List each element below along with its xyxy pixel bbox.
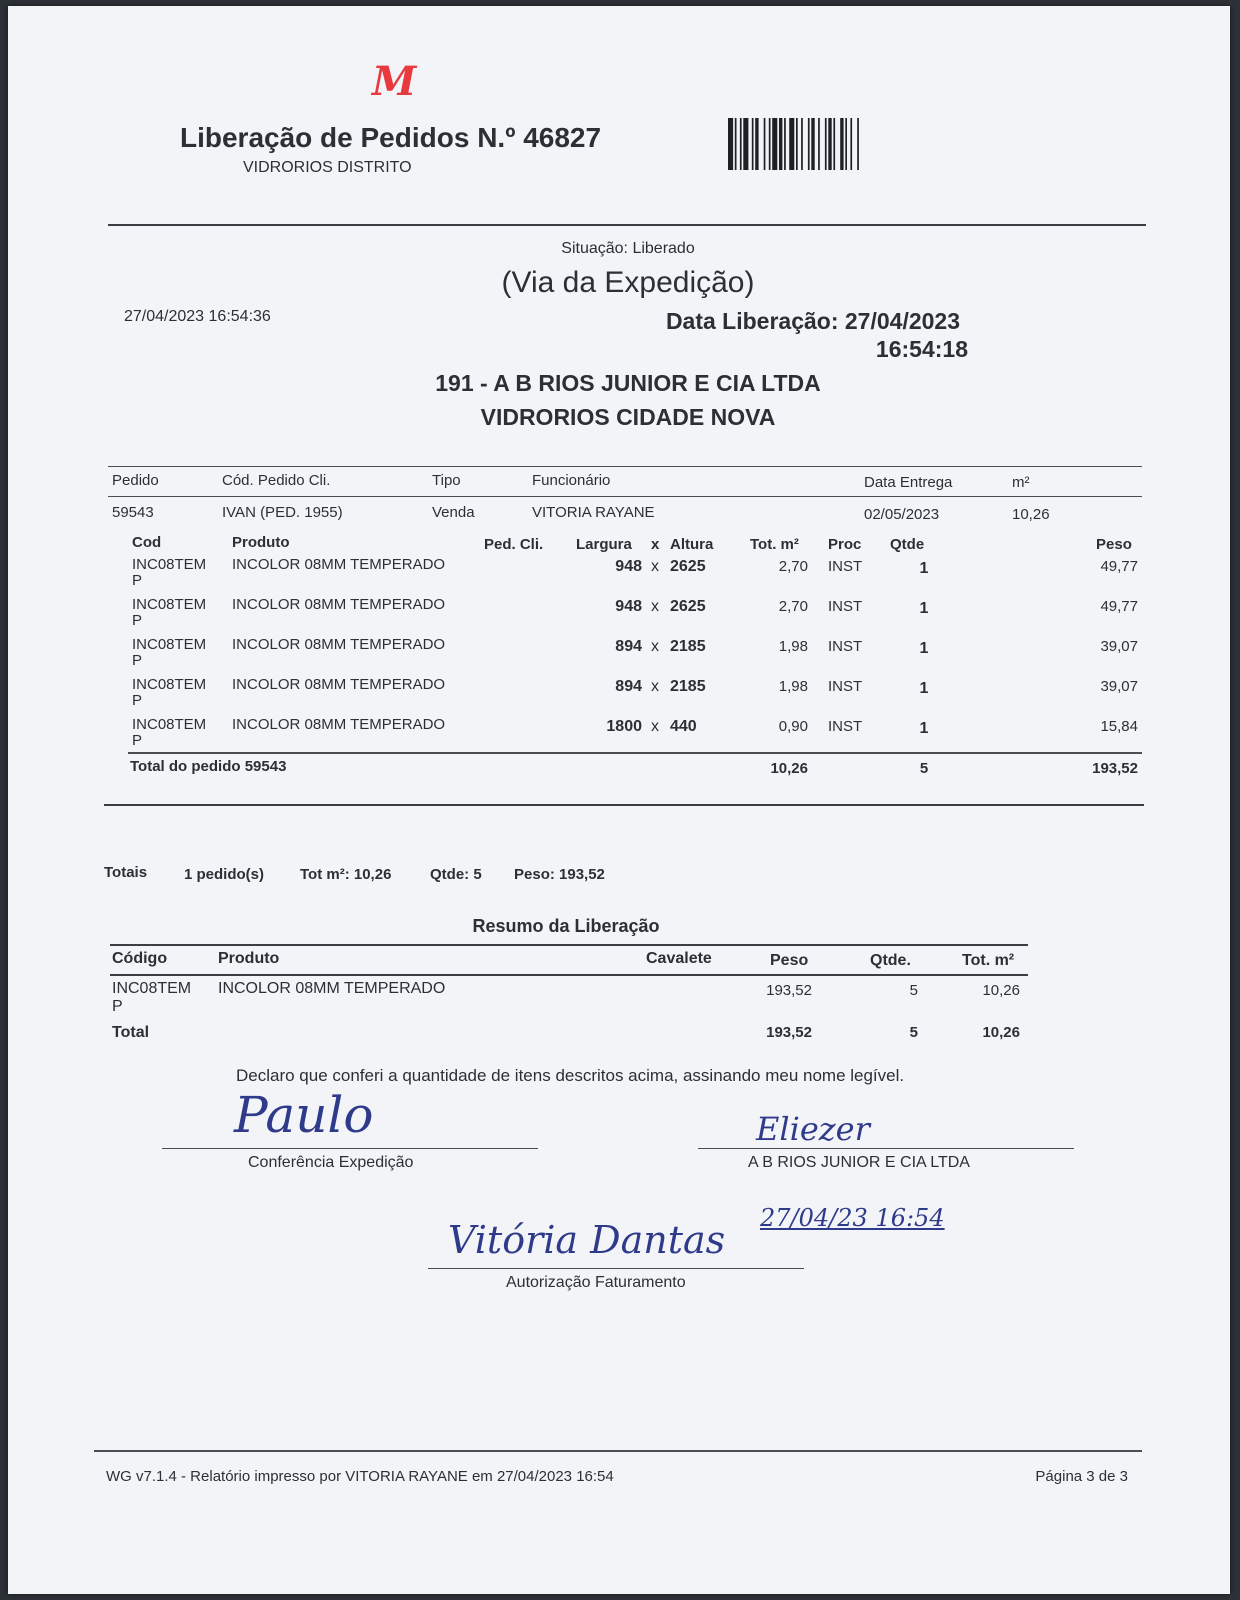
- company-subtitle: VIDRORIOS DISTRITO: [243, 159, 412, 176]
- items-col-qtde: Qtde: [890, 536, 925, 553]
- item-produto: INCOLOR 08MM TEMPERADO: [232, 556, 446, 573]
- client-signature-label: A B RIOS JUNIOR E CIA LTDA: [748, 1154, 970, 1171]
- summary-col-qtde: Qtde.: [870, 952, 911, 969]
- summary-tot-m2: 10,26: [982, 982, 1020, 999]
- items-col-x: x: [651, 536, 660, 553]
- item-x: x: [651, 558, 659, 575]
- release-time: 16:54:18: [875, 336, 968, 362]
- item-x: x: [651, 678, 659, 695]
- item-altura: 440: [670, 718, 697, 735]
- barcode-bar: [801, 118, 803, 170]
- signature-client: Eliezer: [756, 1110, 870, 1148]
- item-peso: 39,07: [1100, 678, 1138, 695]
- signature-line-autorizacao: [428, 1268, 804, 1269]
- order-pedido: 59543: [112, 504, 154, 521]
- item-qtde: 1: [919, 640, 929, 657]
- order-cod-pedido-cli: IVAN (PED. 1955): [222, 504, 343, 521]
- item-largura: 948: [615, 558, 642, 575]
- items-col-proc: Proc: [828, 536, 862, 553]
- items-col-produto: Produto: [232, 534, 290, 551]
- order-total-label: Total do pedido 59543: [130, 758, 287, 775]
- order-total-m2: 10,26: [770, 760, 808, 777]
- conferencia-label: Conferência Expedição: [248, 1154, 414, 1171]
- item-cod-cont: P: [132, 612, 143, 629]
- barcode-bar: [743, 118, 748, 170]
- barcode-bar: [850, 118, 852, 170]
- summary-total-m2: 10,26: [982, 1024, 1020, 1041]
- barcode-bar: [808, 118, 810, 170]
- order-tipo: Venda: [432, 504, 475, 521]
- barcode-bar: [728, 118, 733, 170]
- item-cod: INC08TEM: [132, 596, 207, 613]
- barcode-bar: [772, 118, 777, 170]
- summary-title: Resumo da Liberação: [472, 916, 660, 936]
- item-altura: 2185: [670, 678, 706, 695]
- barcode-bar: [845, 118, 847, 170]
- summary-total-label: Total: [112, 1024, 150, 1041]
- order-header-rule: [108, 496, 1142, 497]
- summary-col-tot-m2: Tot. m²: [962, 952, 1015, 969]
- item-x: x: [651, 598, 659, 615]
- order-top-rule: [108, 466, 1142, 467]
- item-cod-cont: P: [132, 732, 143, 749]
- barcode-bar: [752, 118, 754, 170]
- col-m2: m²: [1012, 474, 1030, 491]
- items-col-altura: Altura: [670, 536, 714, 553]
- item-qtde: 1: [919, 720, 929, 737]
- barcode-bar: [833, 118, 835, 170]
- item-produto: INCOLOR 08MM TEMPERADO: [232, 676, 446, 693]
- item-altura: 2185: [670, 638, 706, 655]
- totals-m2: Tot m²: 10,26: [300, 866, 392, 883]
- item-proc: INST: [828, 678, 863, 695]
- items-col-tot-m2: Tot. m²: [750, 536, 799, 553]
- item-altura: 2625: [670, 598, 706, 615]
- summary-header-rule: [110, 974, 1028, 976]
- order-section-rule: [104, 804, 1144, 806]
- summary-qtde: 5: [909, 982, 918, 999]
- item-tot-m2: 2,70: [778, 598, 808, 615]
- barcode-bar: [796, 118, 798, 170]
- summary-produto: INCOLOR 08MM TEMPERADO: [218, 980, 446, 997]
- copy-label: (Via da Expedição): [501, 266, 755, 299]
- summary-total-peso: 193,52: [766, 1024, 812, 1041]
- order-funcionario: VITORIA RAYANE: [532, 504, 655, 521]
- barcode-bar: [825, 118, 827, 170]
- signature-line-conferencia: [162, 1148, 538, 1149]
- item-cod: INC08TEM: [132, 636, 207, 653]
- item-largura: 1800: [606, 718, 642, 735]
- item-largura: 894: [615, 638, 642, 655]
- client-name: 191 - A B RIOS JUNIOR E CIA LTDA: [435, 370, 821, 396]
- store-name: VIDRORIOS CIDADE NOVA: [480, 404, 776, 430]
- status-text: Situação: Liberado: [561, 240, 695, 257]
- item-cod: INC08TEM: [132, 556, 207, 573]
- item-altura: 2625: [670, 558, 706, 575]
- order-total-peso: 193,52: [1092, 760, 1138, 777]
- summary-col-peso: Peso: [770, 952, 809, 969]
- summary-col-produto: Produto: [218, 950, 280, 967]
- item-largura: 948: [615, 598, 642, 615]
- barcode-bar: [789, 118, 794, 170]
- item-cod: INC08TEM: [132, 676, 207, 693]
- col-funcionario: Funcionário: [532, 472, 611, 489]
- document-page: [8, 6, 1230, 1594]
- autorizacao-label: Autorização Faturamento: [506, 1274, 686, 1291]
- item-qtde: 1: [919, 600, 929, 617]
- barcode-bar: [828, 118, 831, 170]
- item-peso: 15,84: [1100, 718, 1138, 735]
- item-produto: INCOLOR 08MM TEMPERADO: [232, 596, 446, 613]
- barcode-bar: [740, 118, 742, 170]
- col-data-entrega: Data Entrega: [864, 474, 953, 491]
- handwritten-mark: M: [372, 58, 417, 105]
- handwritten-date: 27/04/23 16:54: [760, 1204, 945, 1232]
- header-divider: [108, 224, 1146, 226]
- summary-peso: 193,52: [766, 982, 812, 999]
- col-tipo: Tipo: [432, 472, 461, 489]
- totals-qtde: Qtde: 5: [430, 866, 482, 883]
- signature-autorizacao: Vitória Dantas: [448, 1218, 726, 1262]
- item-produto: INCOLOR 08MM TEMPERADO: [232, 716, 446, 733]
- col-cod-pedido-cli: Cód. Pedido Cli.: [222, 472, 331, 489]
- totals-pedidos: 1 pedido(s): [184, 866, 265, 883]
- barcode-bar: [857, 118, 859, 170]
- item-x: x: [651, 718, 659, 735]
- barcode-bar: [840, 118, 843, 170]
- order-data-entrega: 02/05/2023: [864, 506, 940, 523]
- footer-left: WG v7.1.4 - Relatório impresso por VITORIA RAYANE em 27/04/2023 16:54: [106, 1468, 614, 1485]
- item-proc: INST: [828, 598, 863, 615]
- col-pedido: Pedido: [112, 472, 159, 489]
- barcode-bar: [755, 118, 758, 170]
- item-tot-m2: 1,98: [778, 678, 808, 695]
- barcode-bar: [784, 118, 786, 170]
- item-tot-m2: 2,70: [778, 558, 808, 575]
- item-cod-cont: P: [132, 692, 143, 709]
- totals-label: Totais: [104, 864, 148, 881]
- summary-codigo: INC08TEM: [112, 980, 192, 997]
- item-qtde: 1: [919, 560, 929, 577]
- item-x: x: [651, 638, 659, 655]
- barcode: [726, 118, 908, 170]
- summary-total-qtde: 5: [909, 1024, 918, 1041]
- item-proc: INST: [828, 638, 863, 655]
- item-proc: INST: [828, 718, 863, 735]
- release-date: Data Liberação: 27/04/2023: [665, 308, 960, 334]
- footer-page: Página 3 de 3: [1035, 1468, 1128, 1485]
- item-peso: 49,77: [1100, 558, 1138, 575]
- item-tot-m2: 0,90: [778, 718, 808, 735]
- order-total-qtde: 5: [919, 760, 929, 777]
- barcode-bar: [764, 118, 766, 170]
- item-proc: INST: [828, 558, 863, 575]
- item-cod: INC08TEM: [132, 716, 207, 733]
- items-col-ped-cli: Ped. Cli.: [484, 536, 544, 553]
- item-largura: 894: [615, 678, 642, 695]
- summary-col-codigo: Código: [112, 950, 168, 967]
- print-datetime: 27/04/2023 16:54:36: [124, 308, 271, 325]
- declaration-text: Declaro que conferi a quantidade de itens descritos acima, assinando meu nome legível.: [236, 1066, 905, 1085]
- items-col-largura: Largura: [576, 536, 632, 553]
- barcode-bar: [779, 118, 782, 170]
- item-qtde: 1: [919, 680, 929, 697]
- summary-top-rule: [110, 944, 1028, 946]
- items-col-cod: Cod: [132, 534, 162, 551]
- document-title: Liberação de Pedidos N.º 46827: [180, 122, 602, 153]
- barcode-bar: [735, 118, 737, 170]
- footer-rule: [94, 1450, 1142, 1452]
- order-m2: 10,26: [1012, 506, 1050, 523]
- item-produto: INCOLOR 08MM TEMPERADO: [232, 636, 446, 653]
- item-peso: 39,07: [1100, 638, 1138, 655]
- summary-codigo-cont: P: [112, 998, 123, 1015]
- item-cod-cont: P: [132, 652, 143, 669]
- barcode-bar: [769, 118, 771, 170]
- signature-line-client: [698, 1148, 1074, 1149]
- item-tot-m2: 1,98: [778, 638, 808, 655]
- order-total-rule: [128, 752, 1142, 754]
- barcode-bar: [811, 118, 814, 170]
- barcode-bar: [818, 118, 820, 170]
- totals-peso: Peso: 193,52: [514, 866, 605, 883]
- summary-col-cavalete: Cavalete: [646, 950, 712, 967]
- item-cod-cont: P: [132, 572, 143, 589]
- signature-conferencia: Paulo: [234, 1086, 374, 1144]
- items-col-peso: Peso: [1096, 536, 1132, 553]
- item-peso: 49,77: [1100, 598, 1138, 615]
